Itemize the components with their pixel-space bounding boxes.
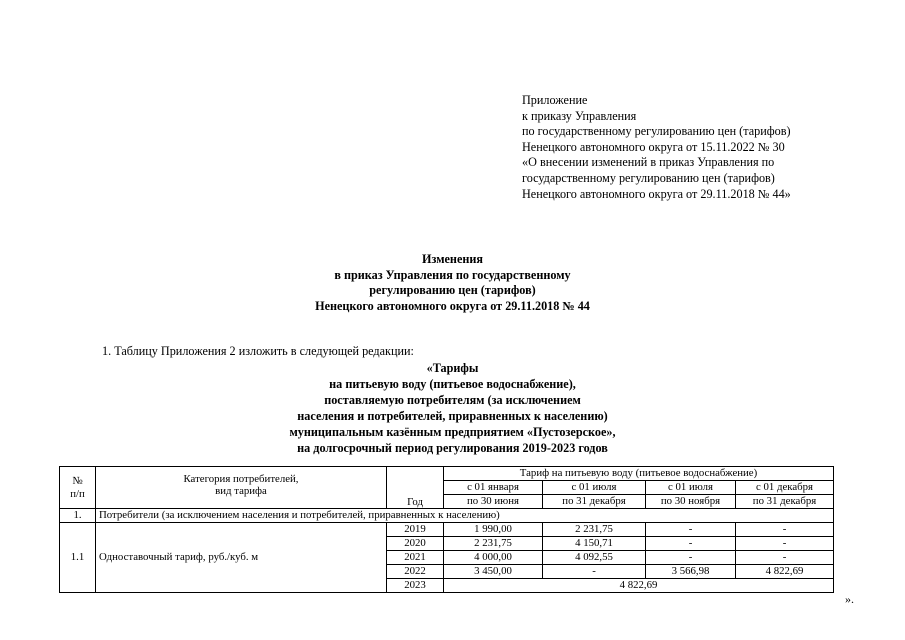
value-cell: 2 231,75 [543,523,646,537]
document-title [0,252,905,314]
table-title [0,360,905,456]
header-period-to: по 30 ноября [646,495,736,509]
header-tariff-group: Тариф на питьевую воду (питьевое водоснабжение) [444,467,834,481]
appendix-line: к приказу Управления [522,108,637,123]
header-year-label: Год [407,495,423,508]
header-category-cell [96,467,387,509]
table-title-line: населения и потребителей, приравненных к населению) [297,409,608,423]
value-cell: - [736,551,834,565]
title-line: в приказ Управления по государственному [334,267,571,282]
tariff-table [59,466,834,593]
value-cell: - [736,537,834,551]
year-cell: 2021 [387,551,444,565]
value-cell: 3 450,00 [444,565,543,579]
header-period-from: с 01 июля [543,481,646,495]
appendix-line: «О внесении изменений в приказ Управления по [522,155,775,170]
header-category-line: вид тарифа [215,485,267,498]
table-title-line: поставляемую потребителям (за исключением [324,393,581,407]
year-cell: 2019 [387,523,444,537]
header-period-from: с 01 декабря [736,481,834,495]
section-num: 1. [60,509,96,523]
table-title-line: на питьевую воду (питьевое водоснабжение), [329,377,576,391]
year-cell: 2022 [387,565,444,579]
header-period-to: по 31 декабря [736,495,834,509]
header-period-to: по 30 июня [444,495,543,509]
intro-paragraph: 1. Таблицу Приложения 2 изложить в следующей редакции: [102,344,414,358]
header-period-from: с 01 января [444,481,543,495]
item-num: 1.1 [60,523,96,593]
table-title-line: на долгосрочный период регулирования 2019-2023 годов [297,441,608,455]
value-cell: 1 990,00 [444,523,543,537]
table-title-line: «Тарифы [426,361,479,375]
year-cell: 2020 [387,537,444,551]
appendix-line: Ненецкого автономного округа от 15.11.2022 № 30 [522,139,785,154]
value-cell: - [736,523,834,537]
section-label: Потребители (за исключением населения и потребителей, приравненных к населению) [96,509,834,523]
value-cell: 3 566,98 [646,565,736,579]
header-num-line: п/п [70,487,85,500]
table-row [60,523,834,537]
title-line: регулированию цен (тарифов) [369,283,536,297]
value-cell: 4 822,69 [736,565,834,579]
value-cell: 4 092,55 [543,551,646,565]
value-cell: - [646,537,736,551]
item-label: Одноставочный тариф, руб./куб. м [96,523,387,593]
header-category-line: Категория потребителей, [183,473,299,485]
header-period-from: с 01 июля [646,481,736,495]
value-cell: 4 150,71 [543,537,646,551]
header-num-line: № [72,475,83,488]
appendix-header [522,93,791,202]
appendix-line: Приложение [522,93,588,107]
value-cell: - [543,565,646,579]
table-title-line: муниципальным казённым предприятием «Пустозерское», [289,425,616,439]
value-cell: 4 000,00 [444,551,543,565]
year-cell: 2023 [387,579,444,593]
value-cell: - [646,523,736,537]
value-cell: 2 231,75 [444,537,543,551]
title-line: Изменения [422,252,483,266]
appendix-line: государственному регулированию цен (тарифов) [522,170,775,185]
header-year-cell [387,467,444,509]
header-period-to: по 31 декабря [543,495,646,509]
section-row [60,509,834,523]
appendix-line: Ненецкого автономного округа от 29.11.2018 № 44» [522,186,791,201]
value-cell: - [646,551,736,565]
table-header-row [60,467,834,481]
title-line: Ненецкого автономного округа от 29.11.2018 № 44 [315,298,590,313]
value-cell-merged: 4 822,69 [444,579,834,593]
closing-quote: ». [845,592,854,606]
appendix-line: по государственному регулированию цен (тарифов) [522,124,791,139]
header-num-cell [60,467,96,509]
